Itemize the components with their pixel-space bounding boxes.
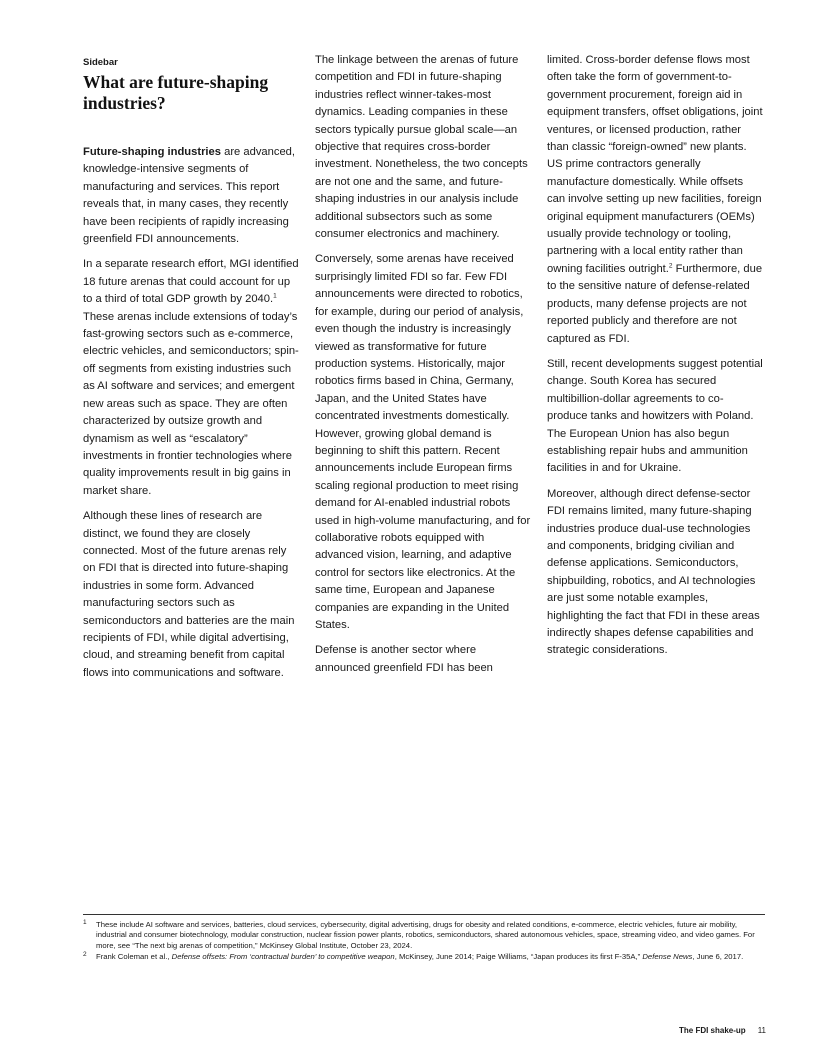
lead-term: Future-shaping industries: [83, 146, 221, 158]
footnote-text: These include AI software and services, batteries, cloud services, cybersecurity, digital advertising, drugs for obesity and related conditions, e-commerce, electric vehicles, future air mobility, industrial and consumer biotechnology, modular construction, nuclear fission power plants, robotics, semiconductors, shared autonomous vehicles, space, streaming video, and video games. For more, see “The next big arenas of competition,” McKinsey Global Institute, October 23, 2024.: [96, 920, 755, 950]
paragraph-3: Although these lines of research are distinct, we found they are closely connected. Most of the future arenas rely on FDI that is directed into future-shaping industries in some form. Advanced manufacturing sectors such as semiconductors and batteries are the main recipients of FDI, while digital advertising, cloud, and streaming benefit from capital flows into communications and software.: [83, 510, 295, 679]
footnote-number: 2: [83, 950, 87, 958]
footnote-number: 1: [83, 919, 87, 926]
paragraph-7: Moreover, although direct defense-sector FDI remains limited, many future-shaping industries produce dual-use technologies and components, bridging civilian and defense applications. Semiconductors, shipbuilding, robotics, and AI technologies are just some notable examples, highlighting the fact that FDI in these areas indirectly shapes defense capabilities and strategic considerations.: [547, 487, 760, 657]
column-3: [547, 52, 763, 668]
footnote-ref-2[interactable]: 2: [668, 262, 673, 270]
page-footer: [679, 1026, 766, 1035]
page-number: 11: [757, 1026, 766, 1035]
publication-name: Defense News: [642, 951, 693, 961]
paragraph-5: Defense is another sector where announced greenfield FDI has been: [315, 644, 493, 674]
footnote-1: [83, 920, 765, 951]
footnote-2: 2 Frank Coleman et al., Defense offsets: From ‘contractual burden’ to competitive weapon, McKinsey, June 2014; Paige Williams, “Japan produces its first F-35A,” Defense News, June 6, 2017.: [83, 950, 744, 961]
running-title: The FDI shake-up: [679, 1026, 746, 1035]
footnote-divider: [83, 914, 765, 915]
footnote-ref-1[interactable]: 1: [273, 292, 277, 300]
sidebar-kicker: Sidebar: [83, 57, 118, 68]
footnotes: [83, 920, 765, 963]
sidebar-title: What are future-shaping industries?: [83, 72, 269, 113]
paragraph-5-continued: limited. Cross-border defense flows most often take the form of government-to-government procurement, foreign aid in equipment transfers, offset obligations, joint ventures, or licensed production, rather than classic “foreign-owned” new plants. US prime contractors generally manufacture domestically. While offsets can involve setting up new facilities, foreign original equipment manufacturers (OEMs) usually provide technology or tooling, partnering with a local entity rather than owning facilities outright.$^2$ Furthermore, due to the sensitive nature of defense-related products, many defense projects are not reported publicly and therefore are not captured as FDI.: [547, 54, 763, 345]
citation-title: Defense offsets: From ‘contractual burden’ to competitive weapon: [171, 951, 395, 961]
paragraph-2: In a separate research effort, MGI identified 18 future arenas that could account for up to a third of total GDP growth by 2040.$^1$ These arenas include extensions of today’s fast-growing sectors such as e-commerce, electric vehicles, and semiconductors; spin-off segments from existing industries such as AI software and services; and emergent new areas such as space. They are often characterized by outsize growth and dynamism as well as “escalatory” investments in frontier technologies where quality improvements result in big gains in market share.: [83, 258, 299, 497]
column-2: [315, 52, 531, 685]
paragraph-1: Future-shaping industries are advanced, knowledge-intensive segments of manufacturing and services. This report reveals that, in many cases, they recently have been recipients of rapidly increasing greenfield FDI announcements.: [83, 146, 296, 246]
paragraph-6: Still, recent developments suggest potential change. South Korea has secured multibillion-dollar agreements to co-produce tanks and howitzers with Poland. The European Union has also begun establishing repair hubs and ammunition facilities in and for Ukraine.: [547, 357, 763, 475]
column-1: [83, 52, 299, 690]
paragraph-4: Conversely, some arenas have received surprisingly limited FDI so far. Few FDI announcements were directed to robotics, for example, during our period of analysis, even though the industry is increasingly viewed as transformative for future production systems. Historically, major robotics firms based in China, Germany, Japan, and the United States have concentrated investments domestically. However, growing global demand is beginning to shift this pattern. Recent announcements include European firms scaling regional production to meet rising demand for AI-enabled industrial robots used in high-volume manufacturing, and for collaborative robots equipped with advanced vision, learning, and adaptive control for sectors like electronics. At the same time, European and Japanese companies are expanding in the United States.: [315, 253, 531, 631]
paragraph-3-continued: The linkage between the arenas of future competition and FDI in future-shaping industries reflect winner-takes-most dynamics. Leading companies in these sectors typically pursue global scale—an objective that requires cross-border investment. Nonetheless, the two concepts are not one and the same, and future-shaping industries in our analysis include additional subsectors such as some consumer electronics and machinery.: [315, 54, 528, 241]
